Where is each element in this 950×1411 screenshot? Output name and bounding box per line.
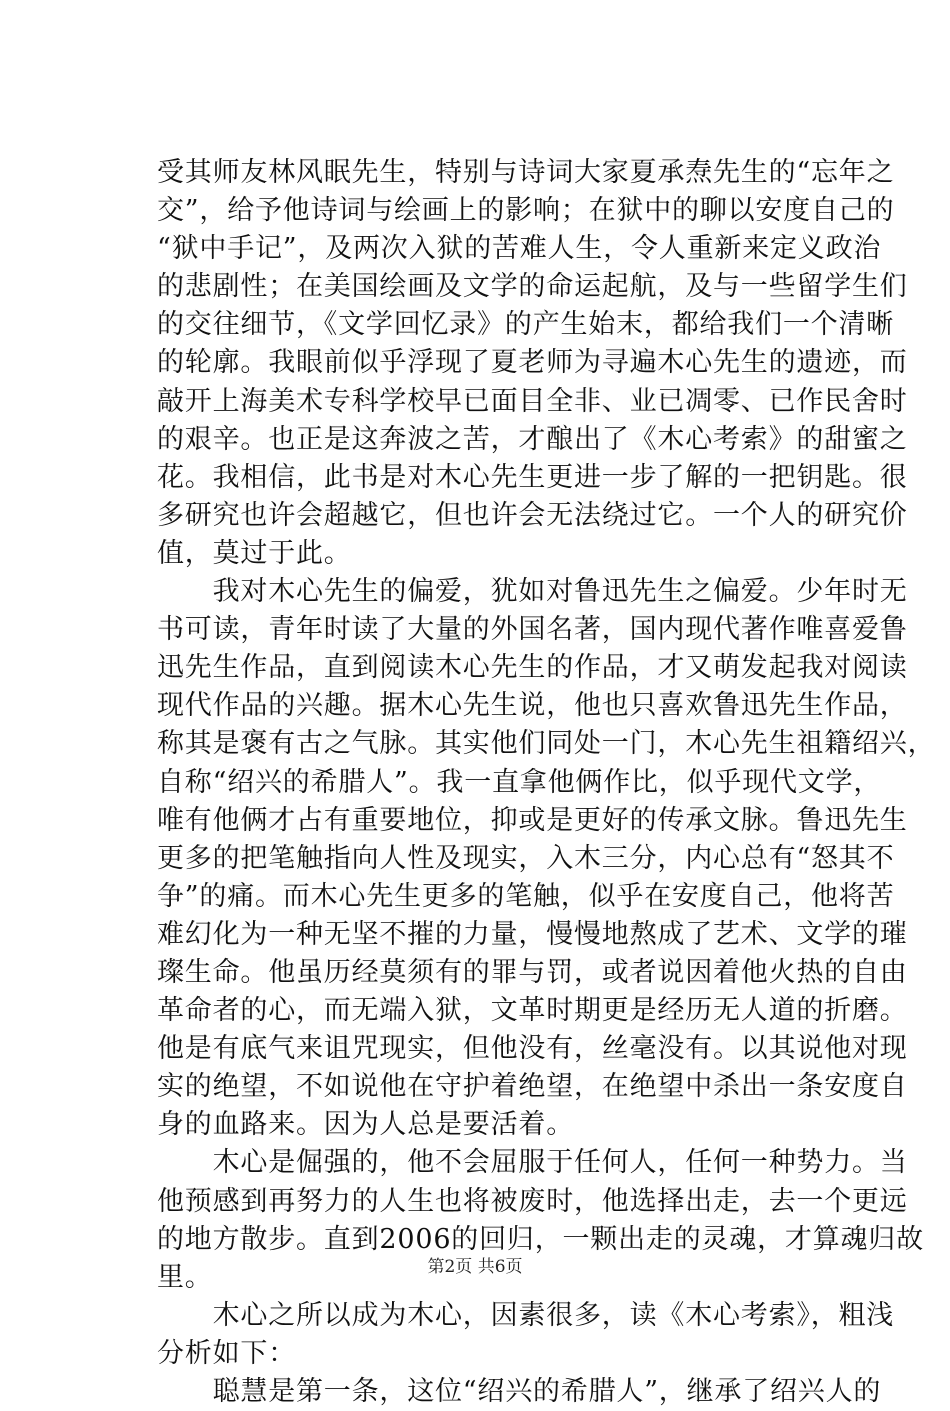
page-number: 第2页 共6页 [427,1257,523,1277]
text-line: 敲开上海美术专科学校早已面目全非、业已凋零、已作民舍时 [157,385,908,417]
text-line: 花。我相信，此书是对木心先生更进一步了解的一把钥匙。很 [157,461,908,493]
text-line: 的轮廓。我眼前似乎浮现了夏老师为寻遍木心先生的遗迹，而 [157,347,908,379]
text-line: 书可读，青年时读了大量的外国名著，国内现代著作唯喜爱鲁 [157,614,908,646]
text-line: 自称“绍兴的希腊人”。我一直拿他俩作比，似乎现代文学， [157,766,882,798]
text-line: 称其是褒有古之气脉。其实他们同处一门，木心先生祖籍绍兴， [157,728,936,760]
text-line: 他预感到再努力的人生也将被废时，他选择出走，去一个更远 [157,1185,908,1217]
text-line: 值，莫过于此。 [157,537,352,569]
text-line: 里。 [157,1261,213,1293]
text-line: 璨生命。他虽历经莫须有的罪与罚，或者说因着他火热的自由 [157,956,908,988]
text-line: 交”，给予他诗词与绘画上的影响；在狱中的聊以安度自己的 [157,195,895,227]
document-body [157,154,936,1411]
text-line: 木心是倔强的，他不会屈服于任何人，任何一种势力。当 [157,1147,908,1179]
text-line: 革命者的心，而无端入狱，文革时期更是经历无人道的折磨。 [157,995,908,1027]
text-line: 我对木心先生的偏爱，犹如对鲁迅先生之偏爱。少年时无 [157,576,908,608]
text-line: 迅先生作品，直到阅读木心先生的作品，才又萌发起我对阅读 [157,652,908,684]
text-line: 实的绝望，不如说他在守护着绝望，在绝望中杀出一条安度自 [157,1071,908,1103]
text-line: 的悲剧性；在美国绘画及文学的命运起航，及与一些留学生们 [157,271,908,303]
text-line: 聪慧是第一条，这位“绍兴的希腊人”，继承了绍兴人的 [157,1376,882,1407]
text-line: 唯有他俩才占有重要地位，抑或是更好的传承文脉。鲁迅先生 [157,804,908,836]
text-line: 分析如下： [157,1337,296,1369]
text-line: 木心之所以成为木心，因素很多，读《木心考索》，粗浅 [157,1299,895,1331]
text-line: 受其师友林风眠先生，特别与诗词大家夏承焘先生的“忘年之 [157,157,895,188]
text-line: 争”的痛。而木心先生更多的笔触，似乎在安度自己，他将苦 [157,880,895,912]
text-line: 更多的把笔触指向人性及现实，入木三分，内心总有“怒其不 [157,842,895,874]
text-line: “狱中手记”，及两次入狱的苦难人生，令人重新来定义政治 [157,233,882,265]
text-line: 的艰辛。也正是这奔波之苦，才酿出了《木心考索》的甜蜜之 [157,423,908,455]
text-line: 的交往细节，《文学回忆录》的产生始末，都给我们一个清晰 [157,309,895,341]
text-line: 多研究也许会超越它，但也许会无法绕过它。一个人的研究价 [157,499,908,531]
text-line: 他是有底气来诅咒现实，但他没有，丝毫没有。以其说他对现 [157,1033,908,1065]
text-line: 身的血路来。因为人总是要活着。 [157,1109,574,1141]
page-footer [0,1252,950,1277]
text-line: 的地方散步。直到2006的回归，一颗出走的灵魂，才算魂归故 [157,1223,924,1255]
text-line: 现代作品的兴趣。据木心先生说，他也只喜欢鲁迅先生作品， [157,690,908,722]
text-line: 难幻化为一种无坚不摧的力量，慢慢地熬成了艺术、文学的璀 [157,918,908,950]
